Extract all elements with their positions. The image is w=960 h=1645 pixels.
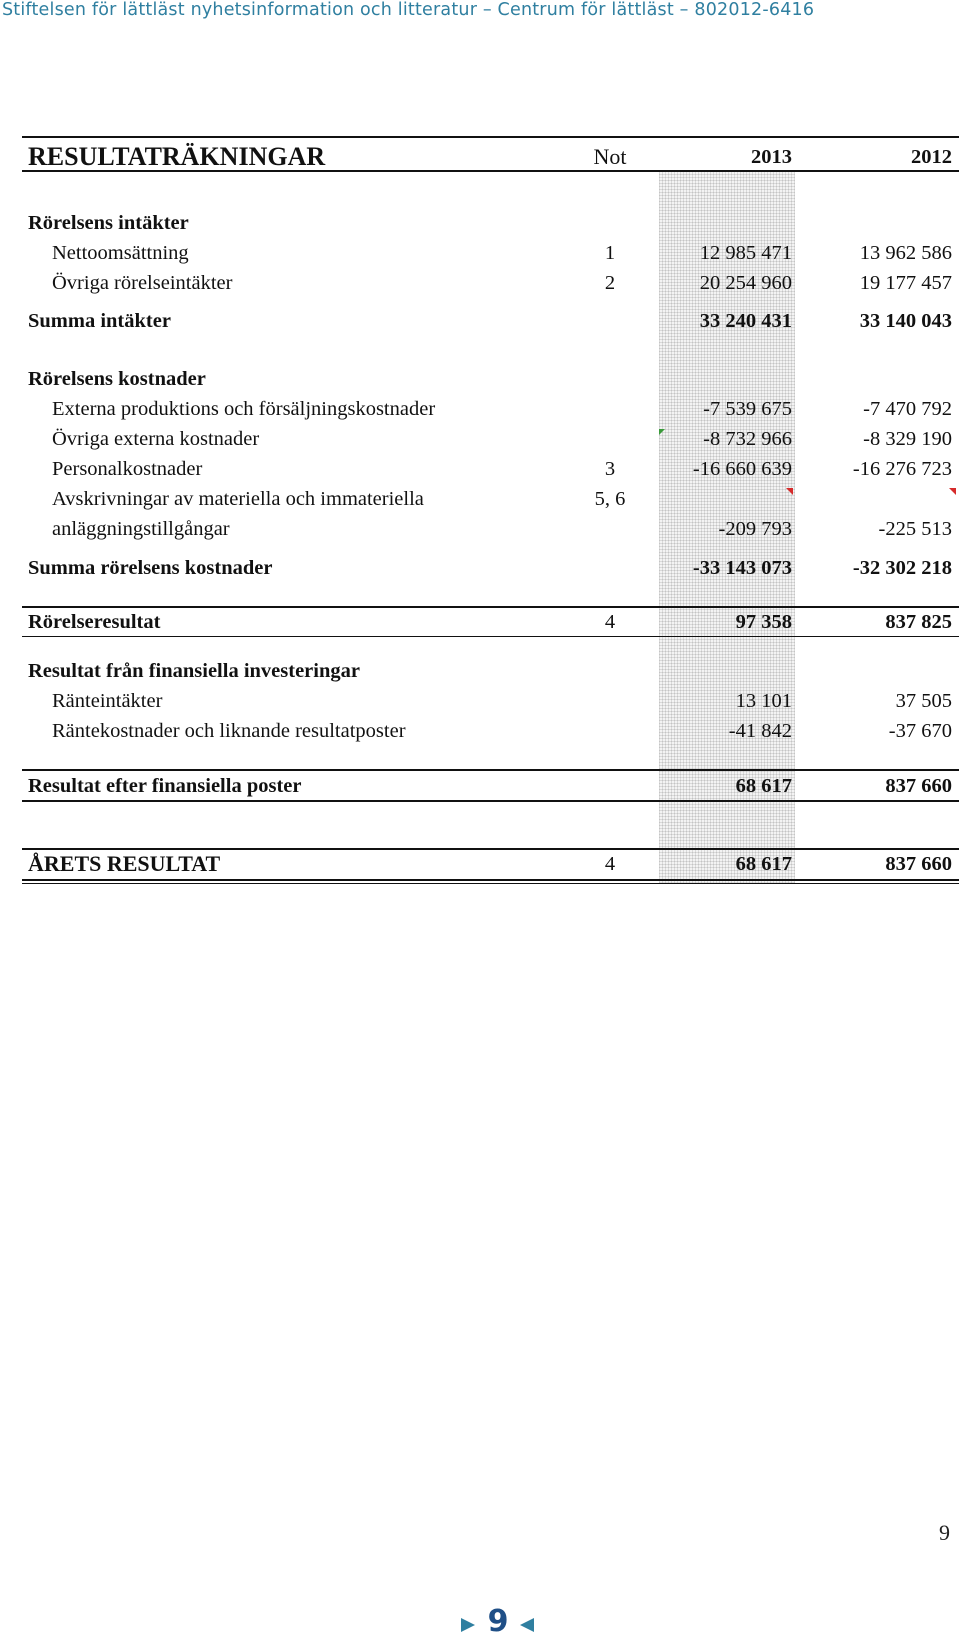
row-value-2012: -225 513 bbox=[878, 518, 952, 540]
row-value-2012: 837 660 bbox=[885, 775, 952, 797]
row-value-2013: 20 254 960 bbox=[699, 272, 792, 294]
row-value-2012: -8 329 190 bbox=[863, 428, 952, 450]
row-label: Externa produktions och försäljningskostnader bbox=[52, 398, 436, 420]
row-not: 2 bbox=[604, 272, 616, 294]
table-row bbox=[0, 268, 960, 298]
table-row-total bbox=[0, 849, 960, 879]
double-rule-bottom bbox=[22, 879, 959, 884]
table-row-subtotal bbox=[0, 553, 960, 583]
row-not: 1 bbox=[604, 242, 616, 264]
col-header-2012: 2012 bbox=[911, 146, 952, 168]
col-header-not: Not bbox=[593, 144, 627, 169]
row-value-2013: -33 143 073 bbox=[692, 557, 792, 579]
row-not: 4 bbox=[604, 611, 616, 633]
table-row bbox=[0, 424, 960, 454]
table-row bbox=[0, 484, 960, 514]
row-value-2013: -209 793 bbox=[718, 518, 792, 540]
table-row bbox=[0, 208, 960, 238]
table-row-subtotal bbox=[0, 771, 960, 801]
row-not: 5, 6 bbox=[594, 488, 626, 510]
table-row-subtotal bbox=[0, 607, 960, 637]
row-value-2013: -41 842 bbox=[728, 720, 792, 742]
row-value-2013: 68 617 bbox=[735, 853, 792, 875]
table-row-subtotal bbox=[0, 306, 960, 336]
table-row bbox=[0, 364, 960, 394]
comment-marker-green bbox=[659, 429, 665, 435]
table-top-rule bbox=[22, 136, 959, 138]
row-value-2013: -16 660 639 bbox=[692, 458, 792, 480]
table-row bbox=[0, 716, 960, 746]
row-value-2012: 837 825 bbox=[885, 611, 952, 633]
row-value-2013: 68 617 bbox=[735, 775, 792, 797]
table-row bbox=[0, 394, 960, 424]
row-value-2013: 13 101 bbox=[735, 690, 792, 712]
row-value-2012: 13 962 586 bbox=[859, 242, 952, 264]
footer-page-number: 9 bbox=[487, 1604, 509, 1639]
table-row bbox=[0, 514, 960, 544]
arrow-left-icon bbox=[520, 1618, 534, 1632]
row-label: Summa intäkter bbox=[28, 310, 171, 332]
row-label: Summa rörelsens kostnader bbox=[28, 557, 273, 579]
row-label: Ränteintäkter bbox=[52, 690, 163, 712]
comment-marker-red bbox=[786, 488, 793, 495]
page-number: 9 bbox=[939, 1520, 950, 1545]
row-value-2013: 97 358 bbox=[735, 611, 792, 633]
row-value-2012: -32 302 218 bbox=[852, 557, 952, 579]
arrow-right-icon bbox=[461, 1618, 475, 1632]
row-label: Personalkostnader bbox=[52, 458, 203, 480]
table-row bbox=[0, 686, 960, 716]
row-label: Nettoomsättning bbox=[52, 242, 189, 264]
row-label: Avskrivningar av materiella och immateriella bbox=[52, 488, 424, 510]
table-header-row bbox=[0, 142, 960, 172]
row-not: 3 bbox=[604, 458, 616, 480]
row-label: Räntekostnader och liknande resultatposter bbox=[52, 720, 406, 742]
row-label: ÅRETS RESULTAT bbox=[28, 851, 221, 876]
row-value-2012: -37 670 bbox=[888, 720, 952, 742]
row-label: Rörelsens kostnader bbox=[28, 368, 206, 390]
table-row bbox=[0, 454, 960, 484]
row-value-2013: -7 539 675 bbox=[703, 398, 792, 420]
row-value-2013: -8 732 966 bbox=[703, 428, 792, 450]
row-label: anläggningstillgångar bbox=[52, 518, 230, 540]
footer-page-indicator bbox=[0, 1604, 960, 1644]
col-header-2013: 2013 bbox=[751, 146, 792, 168]
row-value-2012: 33 140 043 bbox=[859, 310, 952, 332]
table-row bbox=[0, 238, 960, 268]
row-value-2012: 37 505 bbox=[895, 690, 952, 712]
row-value-2012: 837 660 bbox=[885, 853, 952, 875]
row-label: Resultat efter finansiella poster bbox=[28, 775, 302, 797]
row-label: Resultat från finansiella investeringar bbox=[28, 660, 360, 682]
row-not: 4 bbox=[604, 853, 616, 875]
table-title: RESULTATRÄKNINGAR bbox=[28, 142, 326, 171]
row-value-2013: 12 985 471 bbox=[699, 242, 792, 264]
row-label: Övriga rörelseintäkter bbox=[52, 272, 233, 294]
row-label: Rörelsens intäkter bbox=[28, 212, 189, 234]
table-row bbox=[0, 656, 960, 686]
row-value-2012: 19 177 457 bbox=[859, 272, 952, 294]
row-value-2012: -7 470 792 bbox=[863, 398, 952, 420]
row-label: Rörelseresultat bbox=[28, 611, 161, 633]
row-value-2012: -16 276 723 bbox=[852, 458, 952, 480]
row-value-2013: 33 240 431 bbox=[699, 310, 792, 332]
document-header: Stiftelsen för lättläst nyhetsinformation och litteratur – Centrum för lättläst – 802012-6416 bbox=[2, 0, 815, 20]
row-label: Övriga externa kostnader bbox=[52, 428, 260, 450]
comment-marker-red bbox=[949, 488, 956, 495]
